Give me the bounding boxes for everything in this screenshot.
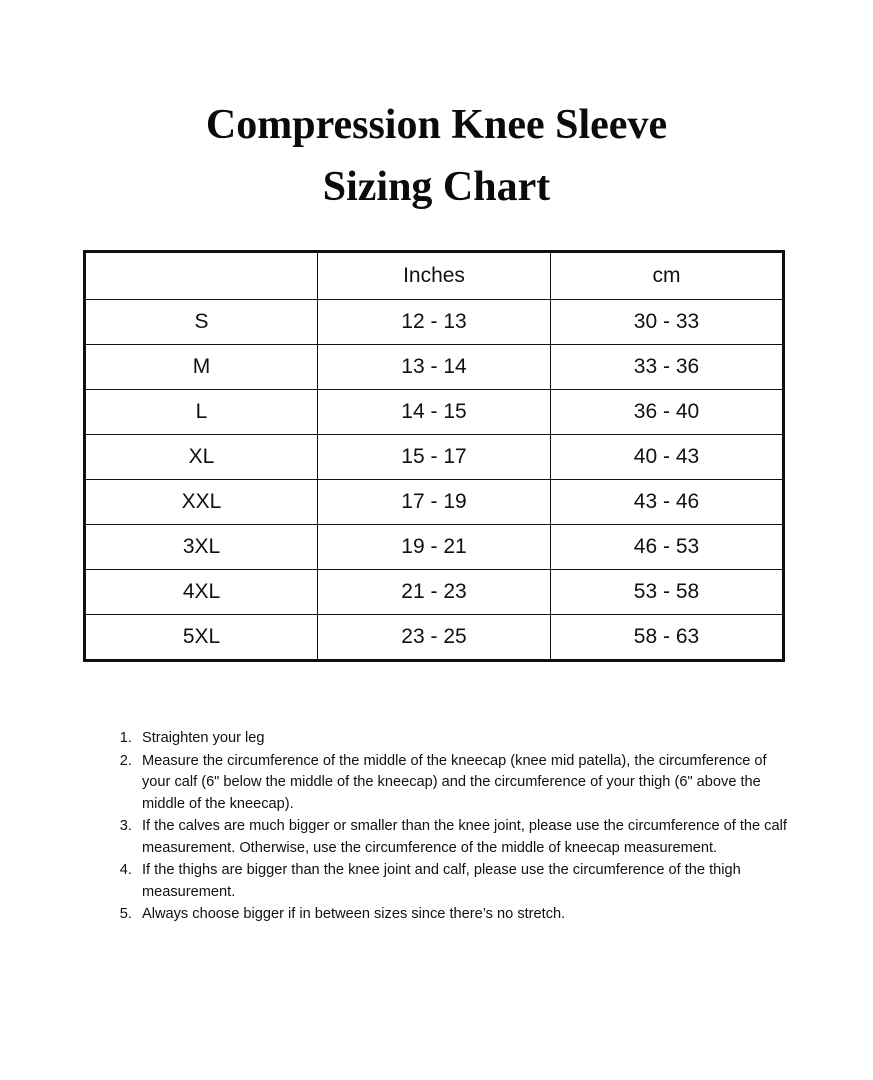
measurement-instructions bbox=[108, 728, 788, 927]
cell-size: 3XL bbox=[85, 525, 318, 570]
list-item: 2. Measure the circumference of the middle of the kneecap (knee mid patella), the circumference of your calf (6" below the middle of the kneecap) and the circumference of your thigh (6" above the middle of the kneecap). bbox=[136, 751, 788, 816]
cell-cm: 36 - 40 bbox=[551, 390, 784, 435]
list-item: 4. If the thighs are bigger than the knee joint and calf, please use the circumference of the thigh measurement. bbox=[136, 860, 788, 903]
cell-cm: 33 - 36 bbox=[551, 345, 784, 390]
table-row bbox=[85, 435, 784, 480]
cell-inches: 14 - 15 bbox=[318, 390, 551, 435]
cell-size: L bbox=[85, 390, 318, 435]
page-title bbox=[0, 94, 873, 218]
cell-inches: 15 - 17 bbox=[318, 435, 551, 480]
cell-cm: 53 - 58 bbox=[551, 570, 784, 615]
cell-cm: 43 - 46 bbox=[551, 480, 784, 525]
cell-size: M bbox=[85, 345, 318, 390]
cell-size: 5XL bbox=[85, 615, 318, 661]
table-header bbox=[85, 252, 784, 300]
cell-inches: 23 - 25 bbox=[318, 615, 551, 661]
table-header-cm: cm bbox=[551, 252, 784, 300]
table-header-inches: Inches bbox=[318, 252, 551, 300]
cell-size: 4XL bbox=[85, 570, 318, 615]
cell-cm: 30 - 33 bbox=[551, 300, 784, 345]
cell-inches: 12 - 13 bbox=[318, 300, 551, 345]
page-title-line-1: Compression Knee Sleeve bbox=[205, 102, 668, 148]
table-header-row bbox=[85, 252, 784, 300]
cell-size: XXL bbox=[85, 480, 318, 525]
list-item: 1. Straighten your leg bbox=[136, 728, 788, 750]
cell-size: S bbox=[85, 300, 318, 345]
instruction-list bbox=[108, 728, 788, 926]
table-row bbox=[85, 345, 784, 390]
cell-cm: 40 - 43 bbox=[551, 435, 784, 480]
table-row bbox=[85, 525, 784, 570]
cell-inches: 21 - 23 bbox=[318, 570, 551, 615]
sizing-table bbox=[83, 250, 785, 662]
list-item: 5. Always choose bigger if in between sizes since there’s no stretch. bbox=[136, 904, 788, 926]
table-header-size bbox=[85, 252, 318, 300]
table-row bbox=[85, 615, 784, 661]
cell-cm: 46 - 53 bbox=[551, 525, 784, 570]
table-row bbox=[85, 300, 784, 345]
table-row bbox=[85, 390, 784, 435]
table-row bbox=[85, 570, 784, 615]
sizing-table-container bbox=[83, 250, 782, 662]
cell-inches: 13 - 14 bbox=[318, 345, 551, 390]
page-title-line-2: Sizing Chart bbox=[322, 164, 551, 210]
cell-size: XL bbox=[85, 435, 318, 480]
table-row bbox=[85, 480, 784, 525]
cell-inches: 19 - 21 bbox=[318, 525, 551, 570]
cell-cm: 58 - 63 bbox=[551, 615, 784, 661]
list-item: 3. If the calves are much bigger or smaller than the knee joint, please use the circumference of the calf measurement. Otherwise, use the circumference of the middle of kneecap measurement. bbox=[136, 816, 788, 859]
table-body bbox=[85, 300, 784, 661]
cell-inches: 17 - 19 bbox=[318, 480, 551, 525]
